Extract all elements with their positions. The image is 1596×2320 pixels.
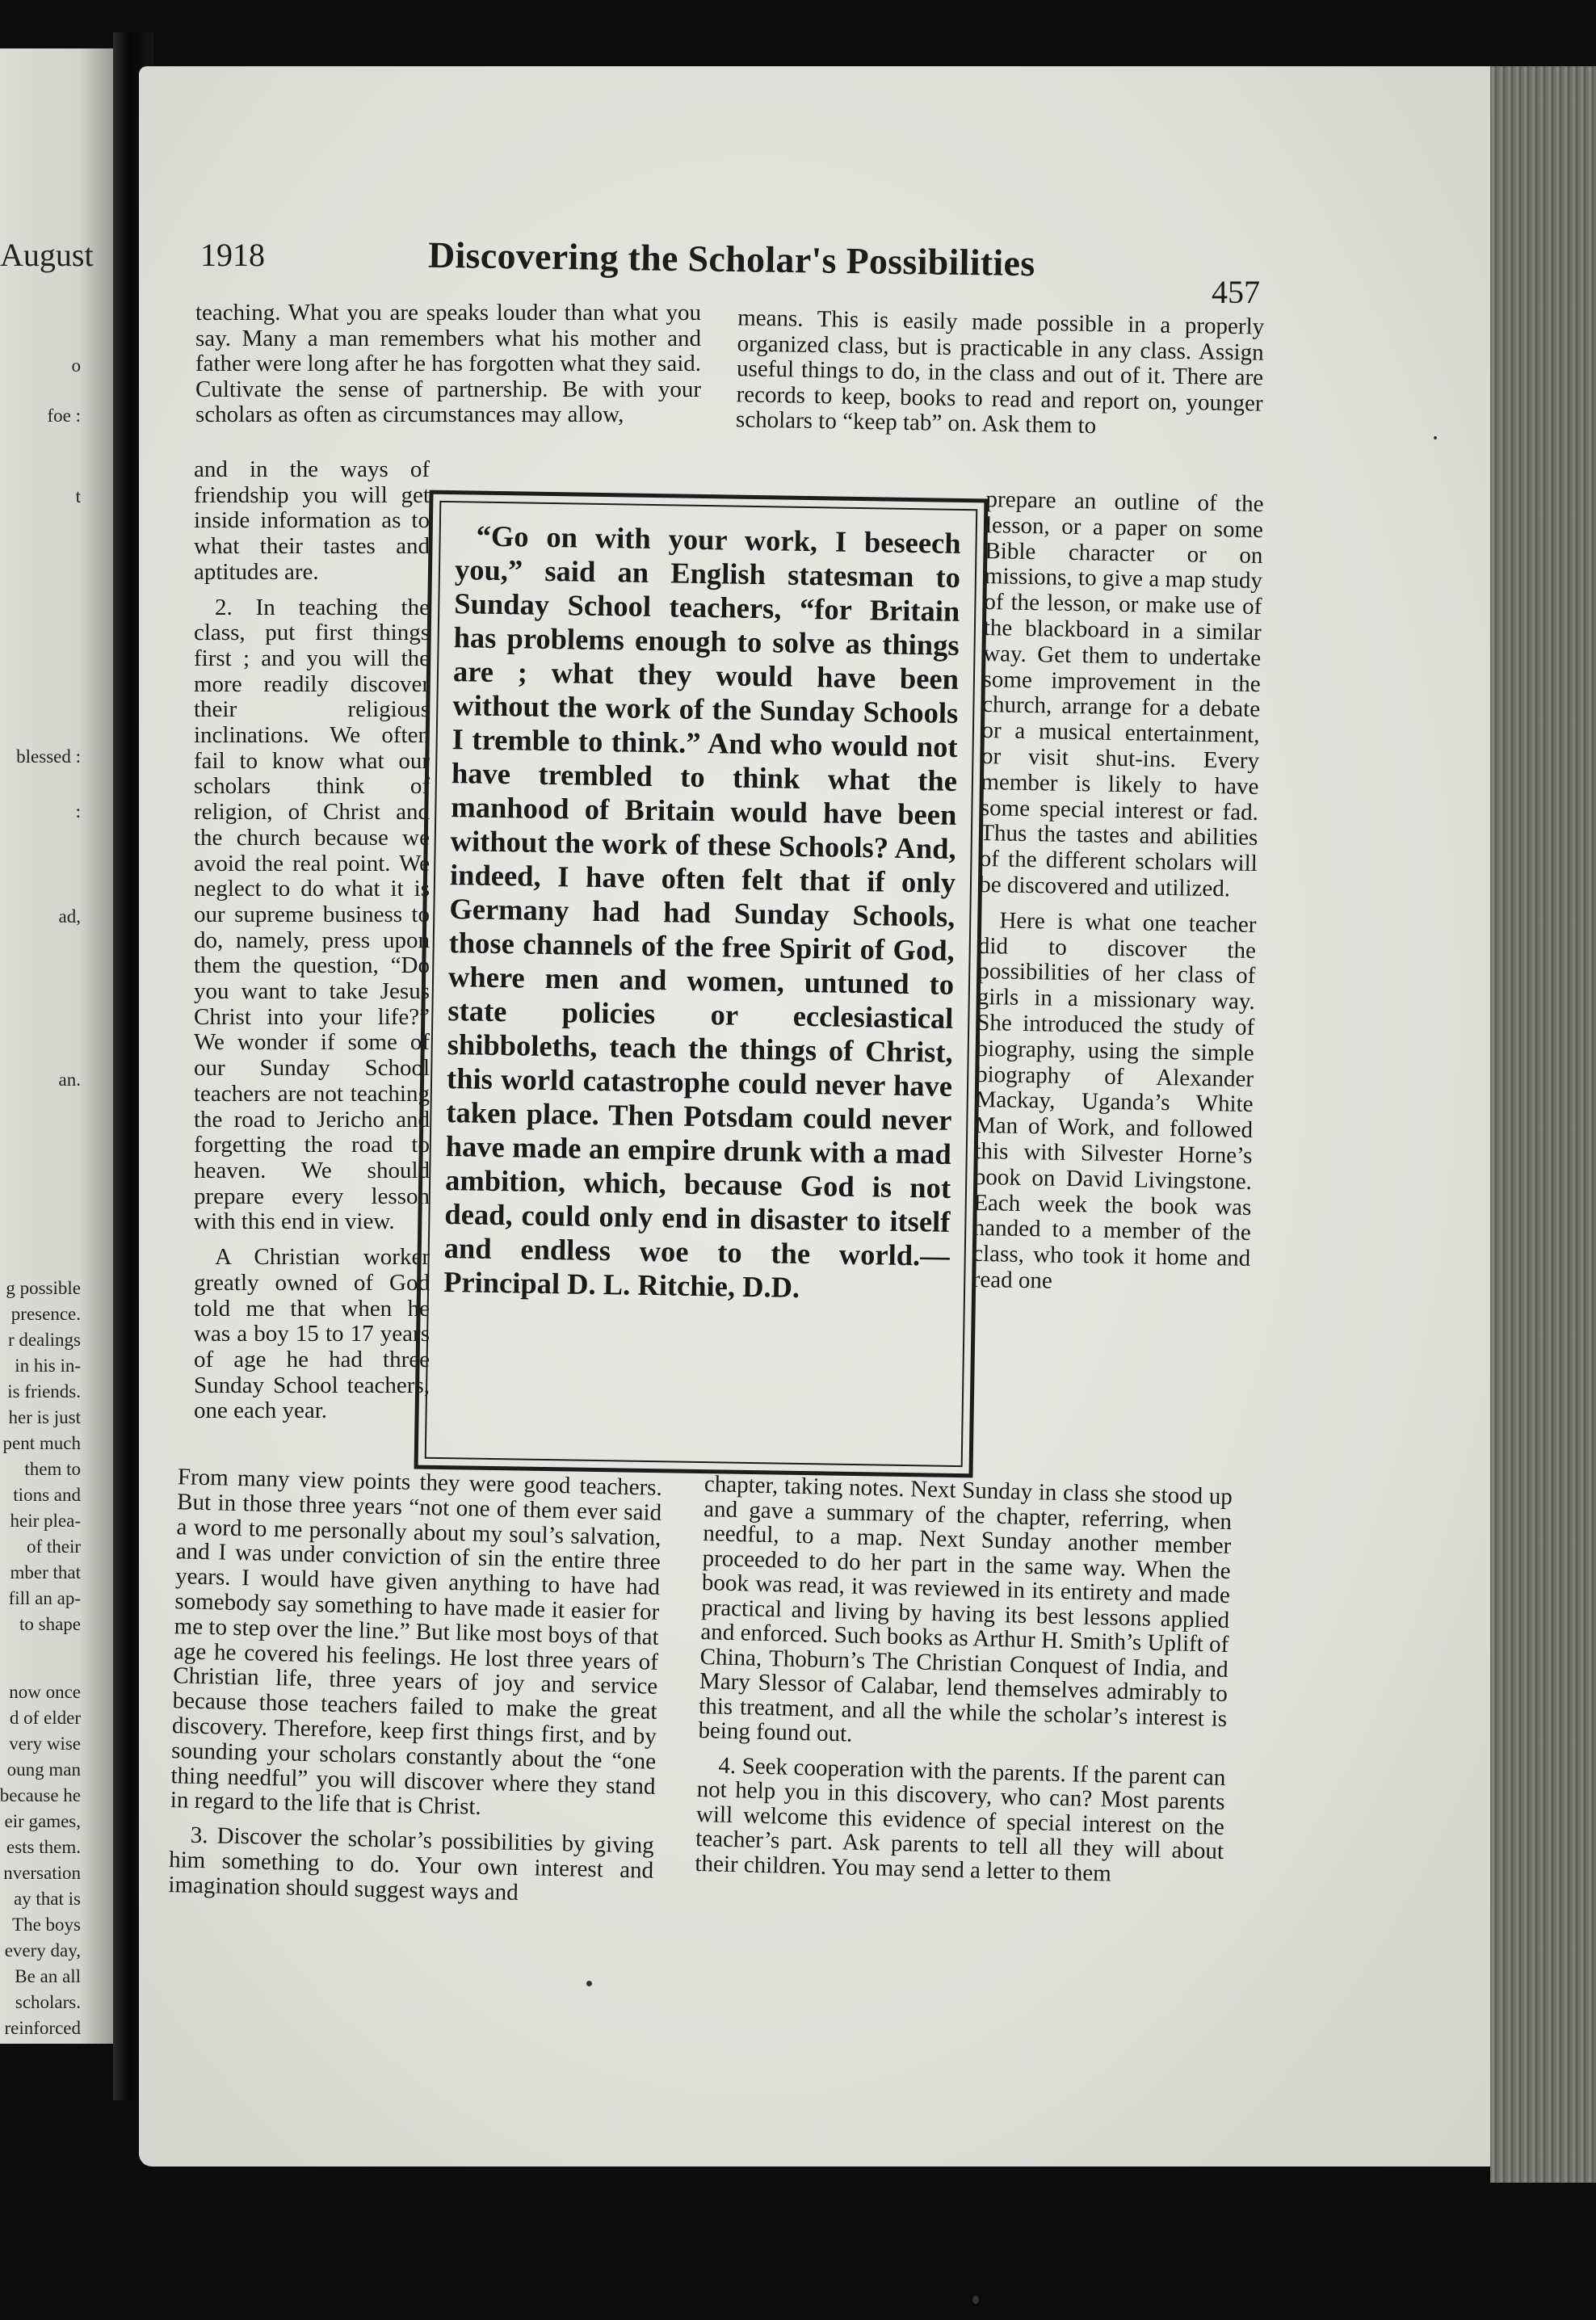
facing-page-line: ay that is — [13, 1889, 81, 1909]
facing-page-line: fill an ap- — [8, 1588, 81, 1608]
paragraph: prepare an outline of the lesson, or a paper on some Bible character or on missions, to give a map study of the lesson, or make use of the blackboard in a similar way. Get them to undertake some improvement in the church, arrange for a debate or a musical entertainment, or visit shut-ins. Every member is likely to have some special interest or fad. Thus the tastes and abilities of the different scholars will be discovered and utilized. — [978, 486, 1264, 902]
facing-page-line: now once — [9, 1682, 81, 1702]
facing-page-line: o — [71, 355, 81, 376]
paragraph: 2. In teaching the class, put first things first ; and you will the more readily discover their religious inclinations. We often fail to know what our scholars think of religion, of Christ and the church because we avoid the real point. We neglect to do what it is our supreme business to do, namely, press upon them the question, “Do you want to take Jesus Christ into your life?” We wonder if some of our Sunday School teachers are not teaching the road to Jericho and forgetting the road to heaven. We should prepare every lesson with this end in view. — [194, 594, 430, 1235]
facing-page-line: an. — [58, 1070, 81, 1090]
scan-speck — [972, 2296, 979, 2304]
facing-page-line: oung man — [6, 1759, 81, 1780]
right-column-top — [736, 305, 1265, 452]
facing-page-line: every day, — [4, 1940, 81, 1961]
facing-page-line: reinforced — [4, 2018, 81, 2038]
facing-page-line: r dealings — [7, 1330, 81, 1350]
left-column-top — [195, 301, 701, 438]
paragraph: chapter, taking notes. Next Sunday in class she stood up and gave a summary of the chapter, referring, when needful, to a map. Next Sunday another member proceeded to do her part in the same way. When the book was read, it was reviewed in its entirety and made practical and living by having its best lessons applied and enforced. Such books as Arthur H. Smith’s Uplift of China, Thoburn’s The Christian Conquest of India, and Mary Slessor of Calabar, lend themselves admirably to this treatment, and all the while the scholar’s interest is being found out. — [698, 1471, 1233, 1747]
facing-page-line: ests them. — [6, 1837, 81, 1857]
paragraph: means. This is easily made possible in a properly organized class, but is practicable in any class. Assign useful things to do, in the class and out of it. There are records to keep, books to read and report on, younger scholars to “keep tab” on. Ask them to — [735, 305, 1265, 439]
paragraph: 4. Seek cooperation with the parents. If the parent can not help you in this discovery, who can? Most parents will welcome this evidence of special interest on the teacher’s part. Ask parents to tell all they will about their children. You may send a letter to them — [695, 1752, 1226, 1887]
paragraph: A Christian worker greatly owned of God told me that when he was a boy 15 to 17 years of age he had three Sunday School teachers, one each year. — [194, 1244, 430, 1424]
facing-page-line: nversation — [3, 1863, 81, 1883]
facing-page-line: heir plea- — [10, 1511, 81, 1531]
right-column-bottom — [695, 1472, 1233, 1898]
facing-page-line: because he — [0, 1785, 81, 1805]
facing-page-line: t — [75, 486, 81, 506]
paragraph: Here is what one teacher did to discover the possibilities of her class of girls in a missionary way. She introduced the study of biography, using the simple biography of Alexander Mackay, Uganda’s White Man of Work, and followed this with Silvester Horne’s book on David Livingstone. Each week the book was handed to a member of the class, who took it home and read one — [972, 907, 1257, 1294]
facing-page-line: scholars. — [15, 1992, 81, 2012]
facing-page-line: pent much — [2, 1433, 81, 1453]
page-number: 457 — [1212, 274, 1260, 310]
facing-page-line: ad, — [58, 906, 81, 927]
left-column-narrow — [194, 457, 430, 1434]
quotation-paragraph: “Go on with your work, I beseech you,” said an English statesman to Sunday School teachers, “for Britain has problems enough to solve as things are ; what they would have been without the work of the Sunday Schools I tremble to think.” And who would not have trembled to think what the manhood of Britain would have been without the work of these Schools? And, indeed, I have often felt that if only Germany had had Sunday Schools, those channels of the free Spirit of God, where men and women, untuned to state policies or ecclesiastical shibboleths, teach the things of Christ, this world catastrophe could never have taken place. Then Potsdam could never have made an empire drunk with a mad ambition, which, because God is not dead, could only end in disaster to itself and endless woe to the world.—Principal D. L. Ritchie, D.D. — [443, 519, 961, 1304]
paragraph: 3. Discover the scholar’s possibilities by giving him something to do. Your own interest and imagination should suggest ways and — [168, 1822, 655, 1906]
facing-page-fragment — [0, 48, 113, 2044]
facing-page-line: presence. — [10, 1304, 81, 1324]
quotation-text — [443, 519, 961, 1307]
facing-page-line: is friends. — [7, 1381, 81, 1402]
facing-page-line: mber that — [10, 1562, 81, 1582]
facing-page-line: Be an all — [15, 1966, 81, 1986]
facing-page-line: in his in- — [15, 1355, 81, 1376]
facing-page-line: tions and — [13, 1485, 81, 1505]
facing-page-line: The boys — [12, 1914, 81, 1935]
facing-page-line: eir games, — [4, 1811, 81, 1831]
paragraph: From many view points they were good teachers. But in those three years “not one of them ever said a word to me personally about my soul’s salvation, and I was under conviction of sin the entire three years. I would have given anything to have had somebody say something to have made it easier for me to step over the line.” But like most boys of that age he covered his feelings. He lost three years of Christian life, three years of joy and service because those teachers failed to make the great discovery. Therefore, keep first things first, and by sounding your scholars constantly about the “one thing needful” you will discover where they stand in regard to the life that is Christ. — [170, 1464, 663, 1821]
facing-page-line: them to — [24, 1459, 81, 1479]
facing-page-line: very wise — [9, 1734, 81, 1754]
facing-page-line: blessed : — [16, 746, 81, 767]
facing-page-line: to shape — [19, 1614, 81, 1634]
facing-page-line: g possible — [6, 1278, 81, 1298]
scan-speck — [1434, 436, 1437, 439]
facing-page-line: her is just — [8, 1407, 81, 1427]
facing-page-line: of their — [26, 1536, 81, 1557]
paragraph: and in the ways of friendship you will get inside information as to what their tastes and aptitudes are. — [194, 456, 430, 585]
page-edges — [1490, 66, 1596, 2183]
facing-page-line: foe : — [47, 406, 81, 426]
left-column-bottom — [168, 1465, 662, 1918]
right-column-narrow — [972, 487, 1264, 1308]
facing-page-line: d of elder — [9, 1708, 81, 1728]
quotation-box — [414, 490, 989, 1478]
running-head-title: Discovering the Scholar's Possibilities — [427, 233, 1035, 284]
facing-page-header: August — [0, 237, 94, 273]
paragraph: teaching. What you are speaks louder than what you say. Many a man remembers what his mother and father were long after he has forgotten what they said. Cultivate the sense of partnership. Be with your scholars as often as circumstances may allow, — [195, 300, 701, 427]
facing-page-line: : — [75, 801, 81, 822]
running-head-year: 1918 — [200, 237, 265, 273]
scan-speck — [586, 1981, 592, 1986]
